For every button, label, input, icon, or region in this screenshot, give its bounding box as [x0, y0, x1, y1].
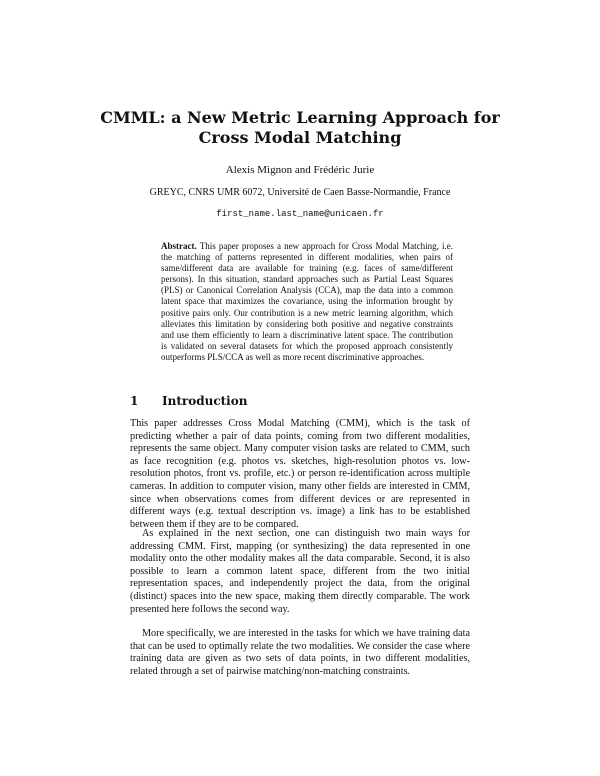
intro-paragraph-2: As explained in the next section, one can distinguish two main ways for addressing CMM. First, mapping (or synthesizing) the data represented in one modality onto the other modality makes all the data comparable. Second, it is also possible to learn a common latent space, different from the two initial representation spaces, and independently project the data, from the original (distinct) spaces into the new space, making them directly comparable. The work presented here follows the second way. [130, 528, 470, 615]
section-title: Introduction [162, 394, 248, 408]
abstract-label: Abstract. [161, 241, 197, 251]
intro-paragraph-1: This paper addresses Cross Modal Matching (CMM), which is the task of predicting whether a pair of data points, coming from two different modalities, represents the same object. Many computer vision tasks are related to CMM, such as face recognition (e.g. photos vs. sketches, high-resolution photos vs. low-resolution photos, front vs. profile, etc.) or person re-identification across multiple cameras. In addition to computer vision, many other fields are interested in CMM, since when observations comes from different devices or are represented in different ways (e.g. textual description vs. image) a link has to be established between them if they are to be compared. [130, 418, 470, 530]
affiliation: GREYC, CNRS UMR 6072, Université de Caen Basse-Normandie, France [149, 187, 451, 198]
section-heading [130, 394, 470, 409]
abstract [161, 241, 453, 363]
email-address: first_name.last_name@unicaen.fr [216, 209, 384, 219]
authors: Alexis Mignon and Frédéric Jurie [225, 164, 375, 176]
paper-title: CMML: a New Metric Learning Approach for Cross Modal Matching [100, 108, 500, 147]
intro-paragraph-3: More specifically, we are interested in the tasks for which we have training data that can be used to optimally relate the two modalities. We consider the case where training data are given as two sets of data points, in two different modalities, related through a set of pairwise matching/non-matching constraints. [130, 628, 470, 677]
abstract-text: This paper proposes a new approach for Cross Modal Matching, i.e. the matching of patterns represented in different modalities, when pairs of same/different data are available for training (e.g. faces of same/different persons). In this situation, standard approaches such as Partial Least Squares (PLS) or Canonical Correlation Analysis (CCA), map the data into a common latent space that maximizes the covariance, using the information brought by positive pairs only. Our contribution is a new metric learning algorithm, which alleviates this limitation by considering both positive and negative constraints and use them efficiently to learn a discriminative latent space. The contribution is validated on several datasets for which the proposed approach consistently outperforms PLS/CCA as well as more recent discriminative approaches. [161, 241, 453, 362]
section-number: 1 [130, 394, 139, 408]
